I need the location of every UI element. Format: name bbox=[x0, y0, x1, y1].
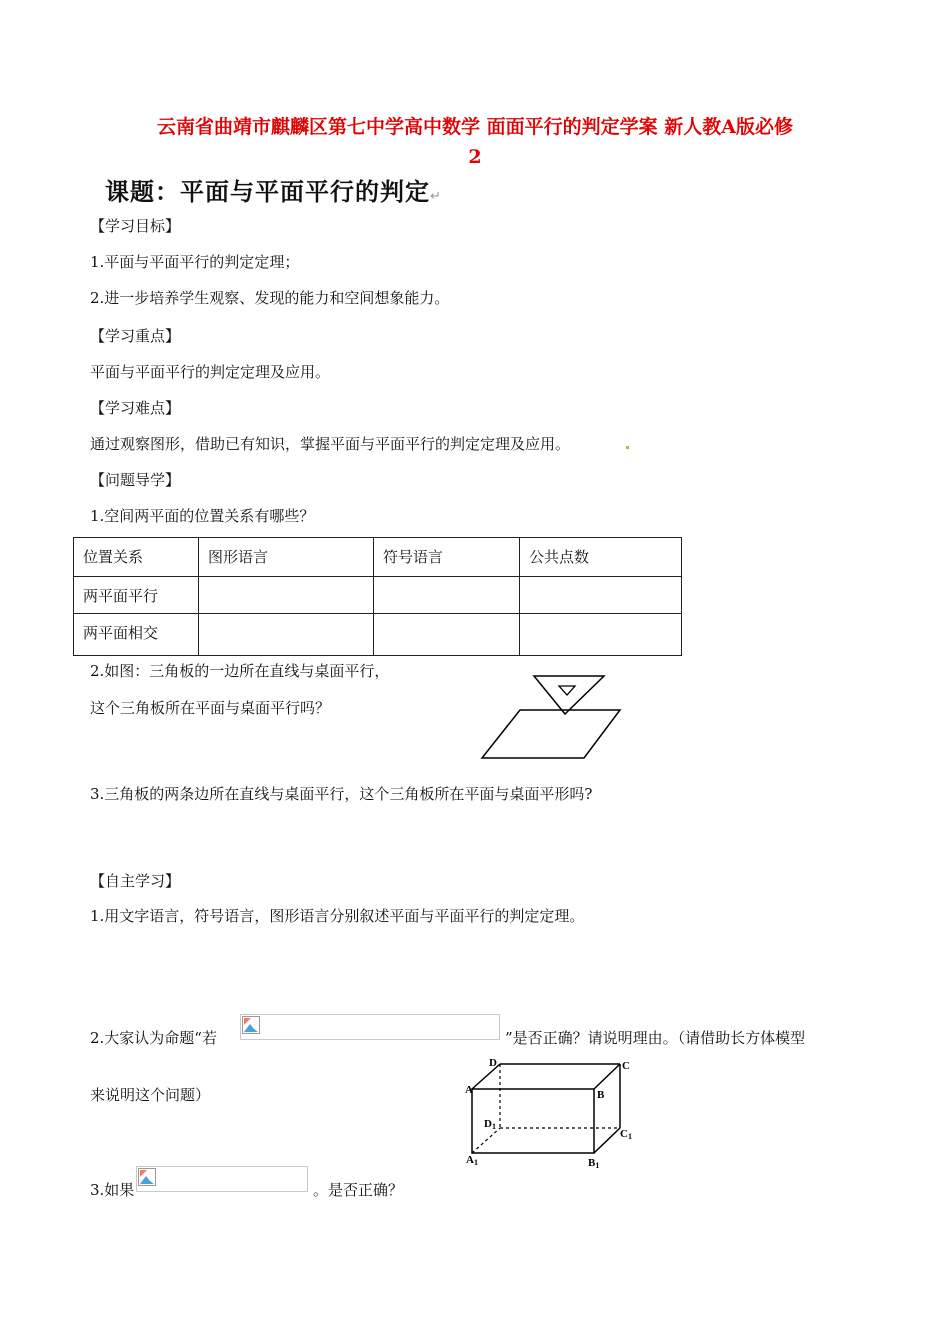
position-relation-table bbox=[73, 537, 682, 656]
title-line-2: 2 bbox=[468, 146, 482, 168]
table-header-cell: 图形语言 bbox=[199, 538, 374, 577]
vertex-label-a1: A1 bbox=[466, 1154, 478, 1167]
cuboid-hidden-edge bbox=[472, 1128, 500, 1153]
document-title bbox=[60, 112, 890, 172]
vertex-label-b: B bbox=[597, 1089, 605, 1101]
question-3: 3.三角板的两条边所在直线与桌面平行，这个三角板所在平面与桌面平形吗? bbox=[90, 785, 593, 803]
stray-mark bbox=[626, 446, 629, 449]
title-line-1: 云南省曲靖市麒麟区第七中学高中数学 面面平行的判定学案 新人教A版必修 bbox=[157, 116, 793, 138]
lesson-title-text: 课题：平面与平面平行的判定 bbox=[105, 178, 430, 206]
tabletop-parallelogram bbox=[482, 710, 620, 758]
table-row bbox=[74, 577, 682, 614]
table-cell bbox=[199, 614, 374, 656]
table-cell bbox=[199, 577, 374, 614]
table-header-cell: 符号语言 bbox=[374, 538, 520, 577]
vertex-label-d: D bbox=[489, 1057, 497, 1069]
vertex-label-d1: D1 bbox=[484, 1118, 496, 1131]
cuboid-figure bbox=[462, 1055, 642, 1173]
cuboid-edge bbox=[594, 1064, 620, 1089]
key-text: 平面与平面平行的判定定理及应用。 bbox=[90, 363, 331, 381]
formula-image-placeholder bbox=[136, 1166, 308, 1192]
table-row bbox=[74, 614, 682, 656]
triangle-on-table-figure bbox=[478, 672, 628, 764]
guide-heading: 【问题导学】 bbox=[90, 471, 181, 489]
self-study-1: 1.用文字语言，符号语言，图形语言分别叙述平面与平面平行的判定定理。 bbox=[90, 907, 585, 925]
table-header-row bbox=[74, 538, 682, 577]
question-1: 1.空间两平面的位置关系有哪些？ bbox=[90, 507, 315, 525]
triangle-board-hole bbox=[559, 686, 575, 695]
table-cell bbox=[374, 614, 520, 656]
self-study-3-suffix: 。是否正确？ bbox=[313, 1181, 404, 1199]
lesson-title bbox=[105, 172, 442, 207]
vertex-label-b1: B1 bbox=[588, 1157, 600, 1170]
table-header-cell: 公共点数 bbox=[520, 538, 682, 577]
self-study-3-prefix: 3.如果 bbox=[90, 1181, 135, 1199]
difficulty-heading: 【学习难点】 bbox=[90, 399, 181, 417]
vertex-label-a: A bbox=[465, 1084, 473, 1096]
cuboid-edge bbox=[594, 1128, 620, 1153]
self-study-heading: 【自主学习】 bbox=[90, 872, 181, 890]
goal-2: 2.进一步培养学生观察、发现的能力和空间想象能力。 bbox=[90, 289, 450, 307]
table-cell: 两平面平行 bbox=[74, 577, 199, 614]
triangle-board bbox=[534, 676, 604, 714]
table-cell bbox=[520, 614, 682, 656]
goals-heading: 【学习目标】 bbox=[90, 217, 181, 235]
paragraph-mark: ↵ bbox=[430, 189, 442, 204]
self-study-2-line-2: 来说明这个问题） bbox=[90, 1086, 211, 1104]
vertex-label-c: C bbox=[622, 1060, 630, 1072]
table-cell: 两平面相交 bbox=[74, 614, 199, 656]
key-heading: 【学习重点】 bbox=[90, 327, 181, 345]
difficulty-text: 通过观察图形，借助已有知识，掌握平面与平面平行的判定定理及应用。 bbox=[90, 435, 571, 453]
goal-1: 1.平面与平面平行的判定定理； bbox=[90, 253, 300, 271]
question-2-line-2: 这个三角板所在平面与桌面平行吗？ bbox=[90, 699, 331, 717]
broken-image-icon bbox=[242, 1016, 260, 1034]
question-2-line-1: 2.如图：三角板的一边所在直线与桌面平行， bbox=[90, 662, 390, 680]
table-header-cell: 位置关系 bbox=[74, 538, 199, 577]
formula-image-placeholder bbox=[240, 1014, 500, 1040]
vertex-label-c1: C1 bbox=[620, 1128, 632, 1141]
self-study-2-suffix: ”是否正确？请说明理由。（请借助长方体模型 bbox=[505, 1029, 806, 1047]
broken-image-icon bbox=[138, 1168, 156, 1186]
table-cell bbox=[520, 577, 682, 614]
self-study-2-prefix: 2.大家认为命题“若 bbox=[90, 1029, 217, 1047]
table-cell bbox=[374, 577, 520, 614]
